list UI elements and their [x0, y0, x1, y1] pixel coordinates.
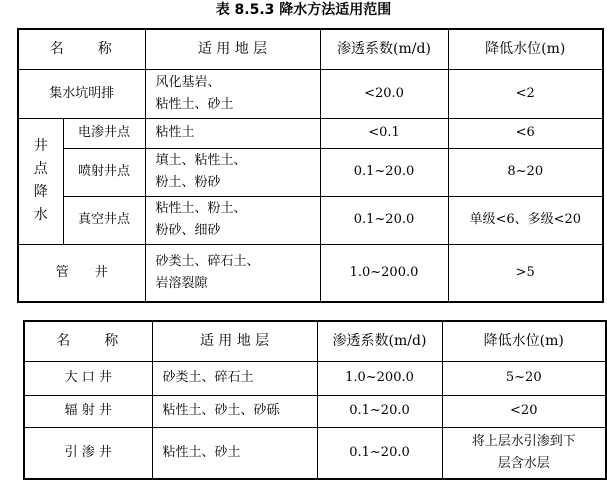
applicable-layer: 粘性土 — [145, 118, 320, 148]
applicable-layer: 风化基岩、 粘性土、砂土 — [145, 69, 320, 118]
table-title: 表 8.5.3 降水方法适用范围 — [215, 2, 392, 18]
table-row — [24, 361, 606, 395]
water-drop-value: <2 — [448, 69, 603, 118]
dewatering-table-1 — [17, 28, 604, 303]
water-drop-value: 单级<6、多级<20 — [448, 196, 603, 244]
water-drop-value: <6 — [448, 118, 603, 148]
dewatering-table-2 — [23, 320, 607, 480]
permeability-value: 0.1~20.0 — [320, 148, 448, 196]
water-drop-value: 5~20 — [442, 361, 606, 395]
header-permeability: 渗透系数(m/d) — [317, 321, 442, 361]
table-row — [24, 427, 606, 479]
header-water-drop: 降低水位(m) — [448, 29, 603, 69]
water-drop-value: 8~20 — [448, 148, 603, 196]
method-name: 真空井点 — [63, 196, 145, 244]
method-name: 大 口 井 — [24, 361, 152, 395]
permeability-value: <20.0 — [320, 69, 448, 118]
permeability-value: <0.1 — [320, 118, 448, 148]
method-name: 喷射井点 — [63, 148, 145, 196]
table-row — [24, 395, 606, 427]
table-row — [18, 244, 603, 302]
applicable-layer: 粘性土、粉土、 粉砂、细砂 — [145, 196, 320, 244]
method-name: 管 井 — [18, 244, 145, 302]
header-layer: 适 用 地 层 — [145, 29, 320, 69]
header-water-drop: 降低水位(m) — [442, 321, 606, 361]
applicable-layer: 砂类土、碎石土 — [152, 361, 317, 395]
water-drop-value: <20 — [442, 395, 606, 427]
method-name: 电渗井点 — [63, 118, 145, 148]
well-point-group-label: 井 点 降 水 — [18, 118, 63, 244]
method-name: 辐 射 井 — [24, 395, 152, 427]
method-name: 集水坑明排 — [18, 69, 145, 118]
permeability-value: 0.1~20.0 — [320, 196, 448, 244]
header-permeability: 渗透系数(m/d) — [320, 29, 448, 69]
applicable-layer: 砂类土、碎石土、 岩溶裂隙 — [145, 244, 320, 302]
method-name: 引 渗 井 — [24, 427, 152, 479]
permeability-value: 1.0~200.0 — [320, 244, 448, 302]
table-row — [18, 118, 603, 148]
applicable-layer: 粘性土、砂土、砂砾 — [152, 395, 317, 427]
header-name: 名 称 — [24, 321, 152, 361]
table-row — [18, 69, 603, 118]
header-name: 名 称 — [18, 29, 145, 69]
header-layer: 适 用 地 层 — [152, 321, 317, 361]
applicable-layer: 填土、粘性土、 粉土、粉砂 — [145, 148, 320, 196]
table-row — [18, 196, 603, 244]
water-drop-value: >5 — [448, 244, 603, 302]
permeability-value: 0.1~20.0 — [317, 427, 442, 479]
applicable-layer: 粘性土、砂土 — [152, 427, 317, 479]
permeability-value: 0.1~20.0 — [317, 395, 442, 427]
permeability-value: 1.0~200.0 — [317, 361, 442, 395]
table-row — [18, 148, 603, 196]
water-drop-value: 将上层水引渗到下 层含水层 — [442, 427, 606, 479]
